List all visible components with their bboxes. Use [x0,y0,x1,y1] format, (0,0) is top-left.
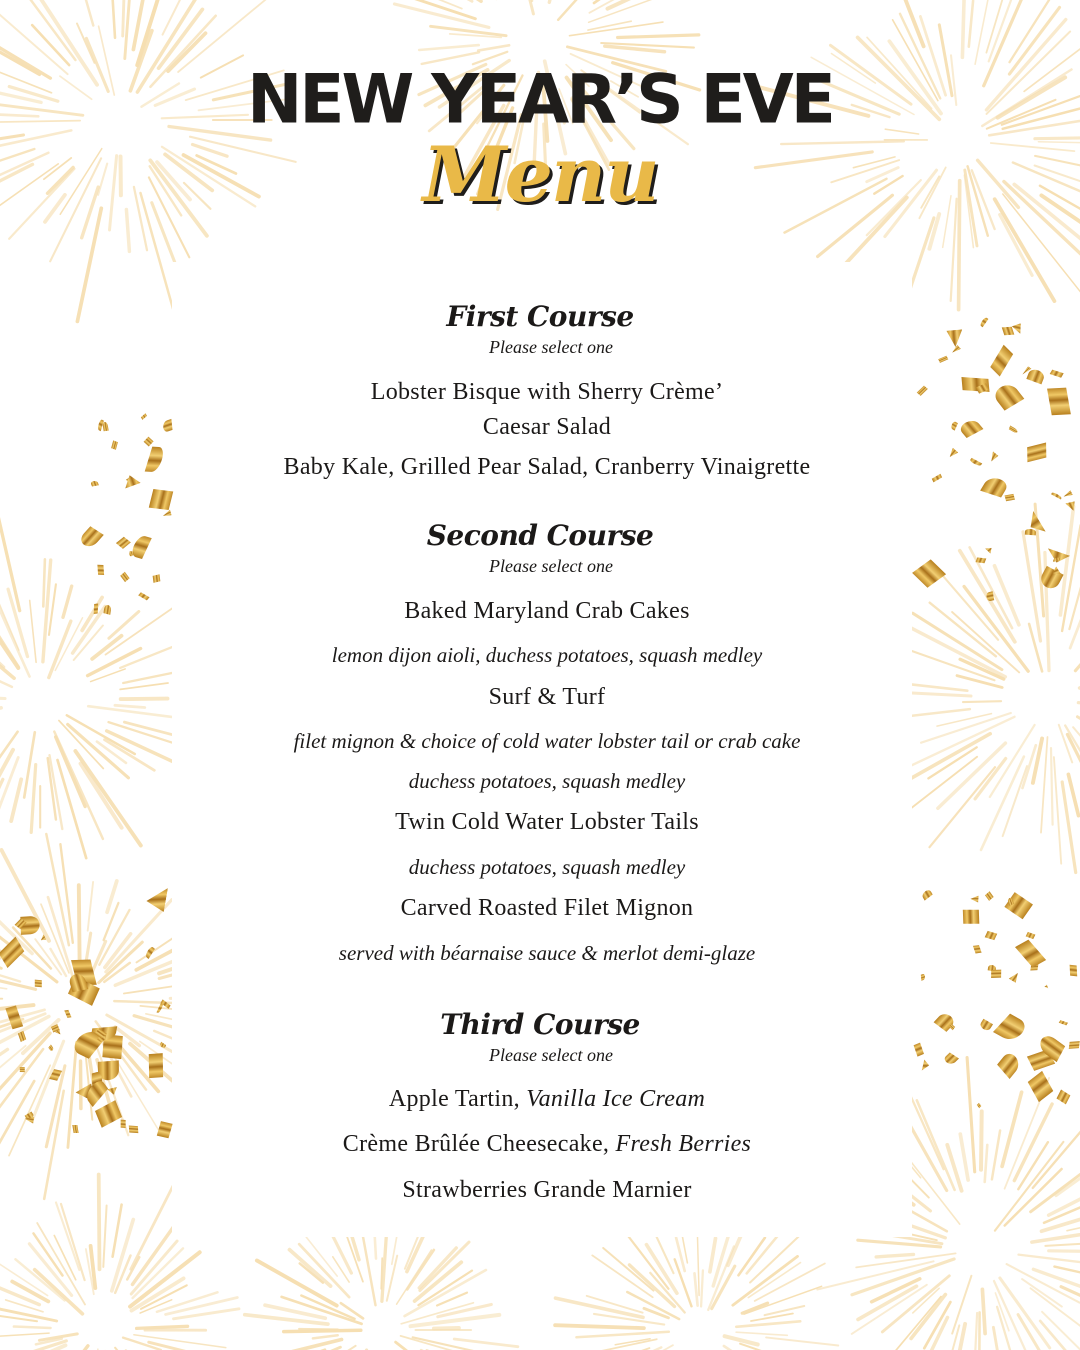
menu-item: Caesar Salad [482,414,612,440]
menu-item-note: lemon dijon aioli, duchess potatoes, squash medley [331,643,763,667]
menu-item-accent: Fresh Berries [615,1131,752,1157]
course-subtitle-second: Please select one [489,556,613,576]
course-subtitle-first: Please select one [489,337,613,357]
menu-item-note: served with béarnaise sauce & merlot demi-glaze [338,941,756,965]
menu-item: Carved Roasted Filet Mignon [400,895,694,921]
course-title-first: First Course [446,300,634,333]
course-title-second: Second Course [426,519,654,552]
menu-item: Strawberries Grande Marnier [402,1177,692,1203]
menu-item: Surf & Turf [488,684,606,710]
course-title-third: Third Course [440,1008,640,1041]
menu-item-accent: Vanilla Ice Cream [526,1086,706,1112]
menu-item: Baby Kale, Grilled Pear Salad, Cranberry Vinaigrette [283,454,811,480]
menu-item-note: filet mignon & choice of cold water lobster tail or crab cake [293,729,801,753]
menu-item-name: Crème Brûlée Cheesecake, [342,1131,610,1157]
menu-item-note: duchess potatoes, squash medley [408,769,686,793]
menu-item: Baked Maryland Crab Cakes [404,598,690,624]
menu-item: Twin Cold Water Lobster Tails [395,809,699,835]
menu-item: Lobster Bisque with Sherry Crème’ [370,379,724,405]
menu-item [0,1084,1080,1114]
page-title: NEW YEAR’S EVE [247,60,833,139]
menu-item [0,1129,1080,1159]
script-menu-title: Menu [422,130,658,219]
course-subtitle-third: Please select one [489,1045,613,1065]
menu-item-note: duchess potatoes, squash medley [408,855,686,879]
menu-item-name: Apple Tartin, [388,1086,520,1112]
